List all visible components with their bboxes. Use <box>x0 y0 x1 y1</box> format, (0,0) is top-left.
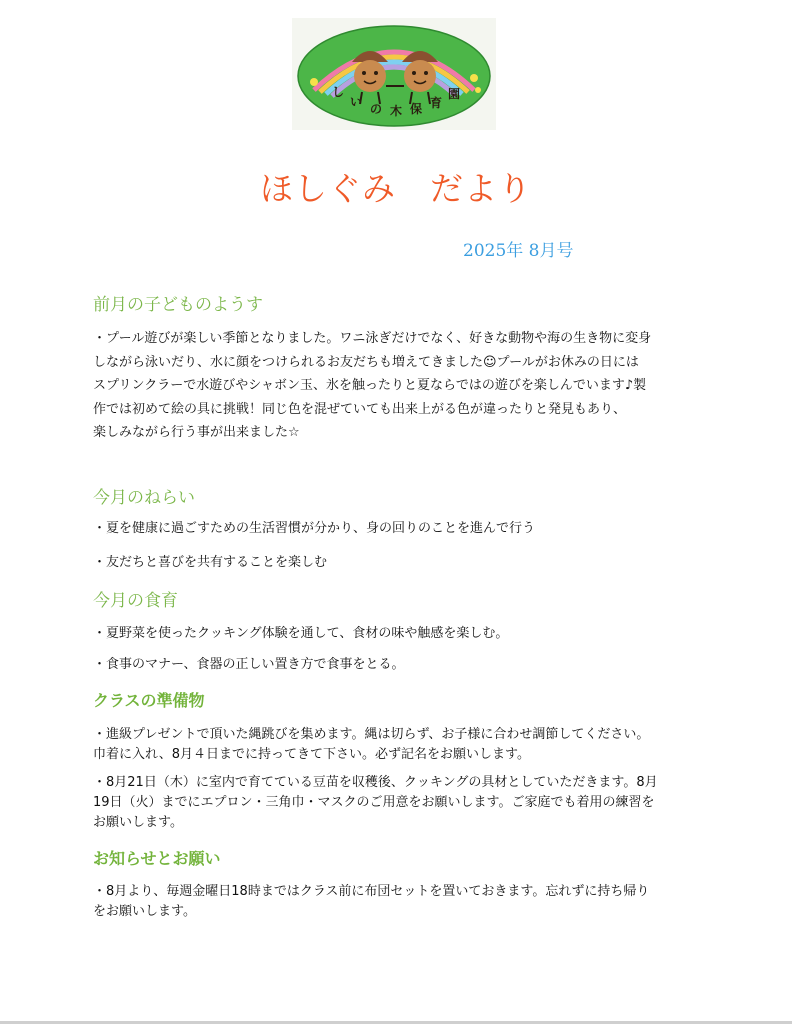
text-line: 楽しみながら行う事が出来ました☆ <box>93 425 300 440</box>
supplies-item-cooking <box>93 773 723 833</box>
text-line: スプリンクラーで水遊びやシャボン玉、氷を触ったりと夏ならではの遊びを楽しんでいます♪製 <box>93 378 647 393</box>
text-line: をお願いします。 <box>93 904 196 919</box>
text-line: ・8月より、毎週金曜日18時まではクラス前に布団セットを置いておきます。忘れずに持ち帰り <box>93 884 650 899</box>
list-item: ・夏を健康に過ごすための生活習慣が分かり、身の回りのことを進んで行う <box>93 521 536 536</box>
text-line: 巾着に入れ、8月４日までに持ってきて下さい。必ず記名をお願いします。 <box>93 747 531 762</box>
nursery-logo-graphic <box>292 18 496 130</box>
text-line: 作では初めて絵の具に挑戦！同じ色を混ぜていても出来上がる色が違ったりと発見もあり、 <box>93 401 627 417</box>
section-heading-aims: 今月のねらい <box>93 488 195 508</box>
text-line: ・プール遊びが楽しい季節となりました。ワニ泳ぎだけでなく、好きな動物や海の生き物に変身 <box>93 331 652 346</box>
section-heading-food: 今月の食育 <box>93 591 178 611</box>
text-line: しながら泳いだり、水に顔をつけられるお友だちも増えてきました☺プールがお休みの日には <box>93 354 639 370</box>
list-item: ・食事のマナー、食器の正しい置き方で食事をとる。 <box>93 657 405 672</box>
nursery-logo <box>292 18 496 130</box>
newsletter-title: ほしぐみ だより <box>260 169 532 208</box>
text-line: お願いします。 <box>93 815 183 830</box>
text-line: ・進級プレゼントで頂いた縄跳びを集めます。縄は切らず、お子様に合わせ調節してください。 <box>93 727 650 742</box>
logo-char: い <box>350 95 363 109</box>
logo-char: の <box>370 102 383 116</box>
section-heading-notices: お知らせとお願い <box>93 849 221 868</box>
section-heading-supplies: クラスの準備物 <box>93 691 205 710</box>
list-item: ・友だちと喜びを共有することを楽しむ <box>93 555 328 570</box>
last-month-report <box>93 327 723 445</box>
logo-char: 保 <box>410 102 423 116</box>
notice-futon <box>93 882 723 922</box>
logo-char: 育 <box>430 96 443 110</box>
text-line: 19日（火）までにエプロン・三角巾・マスクのご用意をお願いします。ご家庭でも着用の練習を <box>93 795 655 810</box>
logo-char: し <box>332 85 345 99</box>
section-heading-last-month: 前月の子どものようす <box>93 295 263 315</box>
list-item: ・夏野菜を使ったクッキング体験を通して、食材の味や触感を楽しむ。 <box>93 626 509 641</box>
text-line: ・8月21日（木）に室内で育てている豆苗を収穫後、クッキングの具材としていただきます。8月 <box>93 775 658 790</box>
logo-char: 園 <box>448 87 461 101</box>
logo-char: 木 <box>390 104 403 118</box>
supplies-item-jump-rope <box>93 725 723 765</box>
issue-date: 2025年 8月号 <box>463 241 574 261</box>
